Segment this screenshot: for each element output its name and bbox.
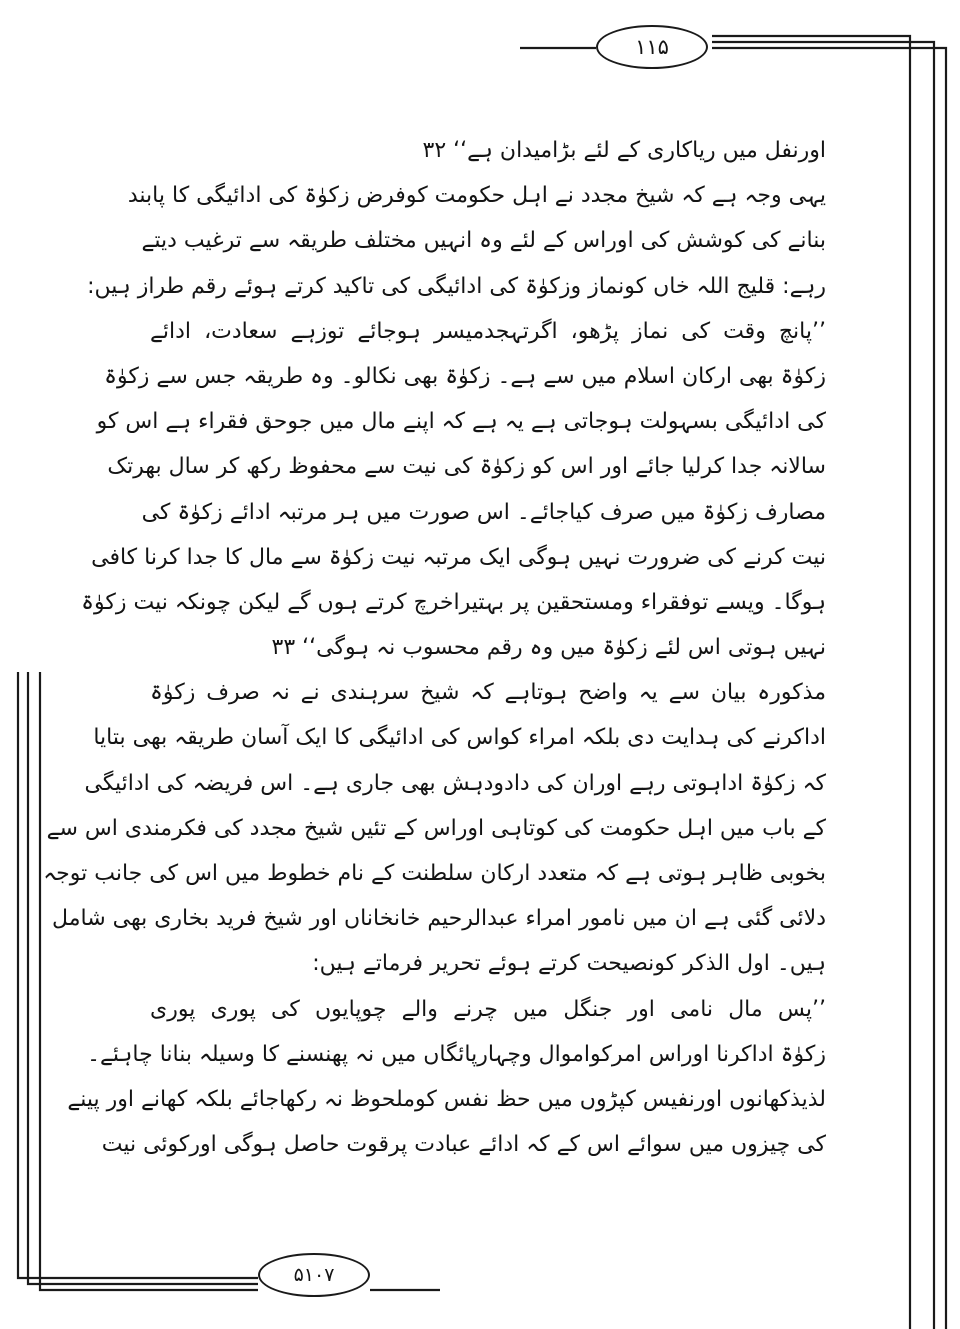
text-line: کی چیزوں میں سوائے اس کے کہ ادائے عبادت پرقوت حاصل ہوگی اورکوئی نیت — [101, 1132, 826, 1158]
text-line: دلائی گئی ہے ان میں نامور امراء عبدالرحیم خانخاناں اور شیخ فرید بخاری بھی شامل — [52, 906, 826, 932]
text-line: مذکورہ بیان سے یہ واضح ہوتاہے کہ شیخ سرہندی نے نہ صرف زکوٰۃ — [150, 680, 826, 706]
text-line: نیت کرنے کی ضرورت نہیں ہوگی ایک مرتبہ نیت زکوٰۃ سے مال کا جدا کرنا کافی — [91, 544, 826, 570]
volume-oval — [258, 1253, 370, 1297]
page-number-oval — [596, 25, 708, 69]
text-line: رہے: قلیج اللہ خاں کونماز وزکوٰۃ کی ادائیگی کی تاکید کرتے ہوئے رقم طراز ہیں: — [87, 273, 826, 299]
text-line: ہوگا۔ ویسے توفقراء ومستحقین پر بہتیراخرچ کرتے ہوں گے لیکن چونکہ نیت زکوٰۃ — [81, 589, 826, 615]
text-line: زکوٰۃ بھی ارکان اسلام میں سے ہے۔ زکوٰۃ بھی نکالو۔ وہ طریقہ جس سے زکوٰۃ — [104, 363, 826, 389]
text-line: اداکرنے کی ہدایت دی بلکہ امراء کواس کی ادائیگی کا ایک آسان طریقہ بھی بتایا — [93, 725, 826, 751]
text-line: کہ زکوٰۃ اداہوتی رہے اوران کی دادودہش بھی جاری ہے۔ اس فریضہ کی ادائیگی — [84, 770, 826, 796]
text-line: بنانے کی کوشش کی اوراس کے لئے وہ انہیں مختلف طریقہ سے ترغیب دیتے — [141, 228, 826, 254]
text-line: اورنفل میں ریاکاری کے لئے بڑامیدان ہے‘‘ ۳۲ — [422, 138, 826, 163]
text-line: یہی وجہ ہے کہ شیخ مجدد نے اہل حکومت کوفرض زکوٰۃ کی ادائیگی کا پابند — [127, 183, 826, 209]
page-number: ۱۱۵ — [635, 35, 669, 59]
text-line: کے باب میں اہل حکومت کی کوتاہی اوراس کے تئیں شیخ مجدد کی فکرمندی اس سے — [46, 815, 826, 841]
text-line: کی ادائیگی بسہولت ہوجاتی ہے یہ ہے کہ اپنے مال میں جوحق فقراء ہے اس کو — [96, 409, 826, 435]
volume-label: ۵۱۰۷ — [293, 1264, 335, 1286]
text-line: زکوٰۃ اداکرنا اوراس امرکواموال وچہارپائگاں میں نہ پھنسنے کا وسیلہ بنانا چاہئے۔ — [87, 1041, 826, 1067]
text-line: لذیذکھانوں اورنفیس کپڑوں میں حظ نفس کوملحوظ نہ رکھاجائے بلکہ کھانے اور پینے — [67, 1086, 826, 1112]
text-line: ہیں۔ اول الذکر کونصیحت کرتے ہوئے تحریر فرماتے ہیں: — [312, 951, 826, 977]
text-line: نہیں ہوتی اس لئے زکوٰۃ میں وہ رقم محسوب نہ ہوگی‘‘ ۳۳ — [271, 635, 826, 661]
text-line: سالانہ جدا کرلیا جائے اور اس کو زکوٰۃ کی نیت سے محفوظ رکھ کر سال بھرتک — [107, 454, 826, 480]
body-text — [43, 128, 826, 1167]
text-line: مصارف زکوٰۃ میں صرف کیاجائے۔ اس صورت میں ہر مرتبہ ادائے زکوٰۃ کی — [141, 499, 826, 525]
text-line: بخوبی ظاہر ہوتی ہے کہ متعدد ارکان سلطنت کے نام خطوط میں اس کی جانب توجہ — [43, 861, 826, 886]
text-line: ’’پانچ وقت کی نماز پڑھو، اگرتہجدمیسر ہوجائے توزہے سعادت، ادائے — [150, 318, 826, 344]
text-line: ’’پس مال نامی اور جنگل میں چرنے والے چوپایوں کی پوری پوری — [150, 996, 826, 1022]
